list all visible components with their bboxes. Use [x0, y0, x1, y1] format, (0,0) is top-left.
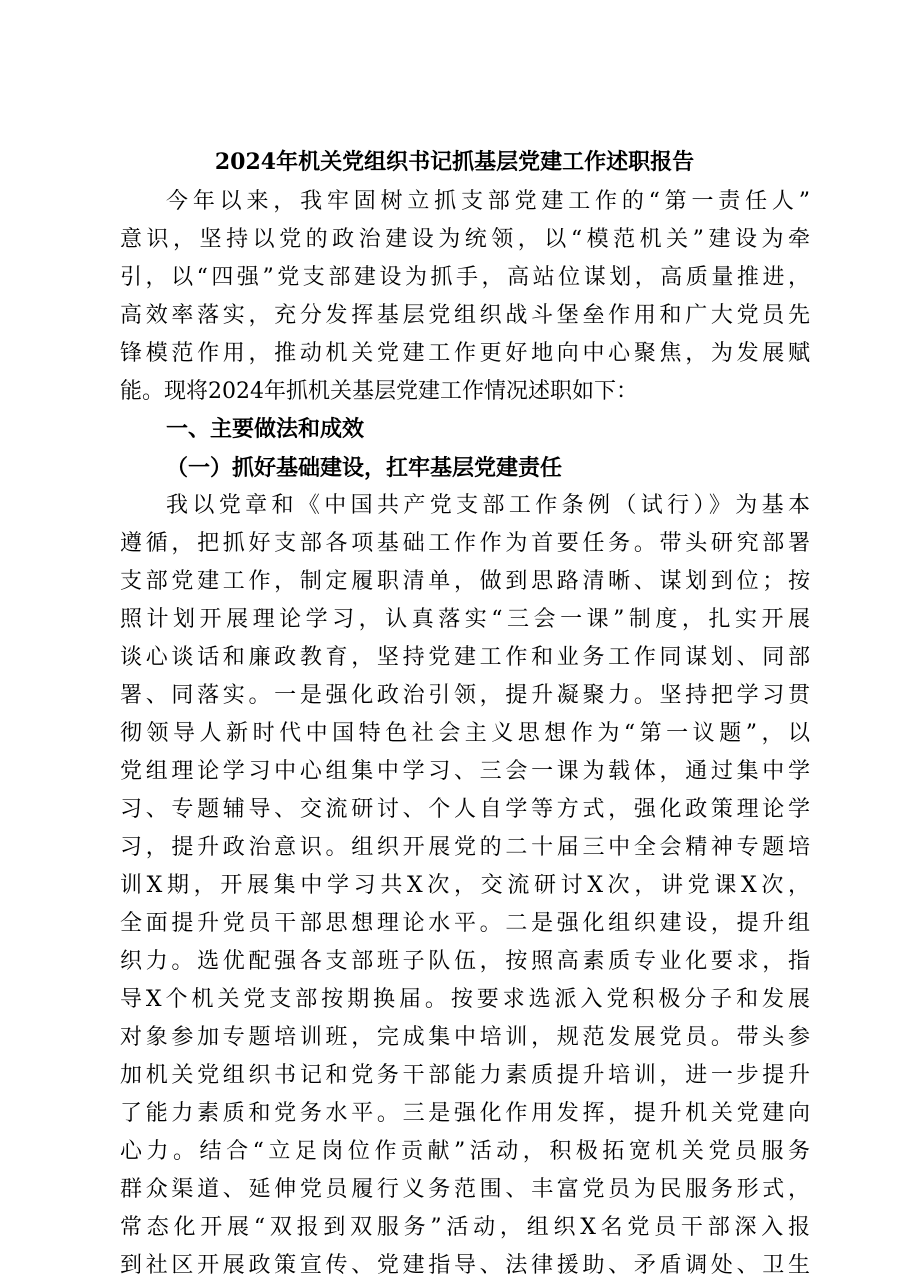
- body-line: 导X个机关党支部按期换届。按要求选派入党积极分子和发展: [120, 987, 810, 1012]
- body-line: 遵循，把抓好支部各项基础工作作为首要任务。带头研究部署: [120, 531, 810, 556]
- intro-line: 能。现将2024年抓机关基层党建工作情况述职如下：: [120, 379, 638, 404]
- body-line: 训X期，开展集中学习共X次，交流研讨X次，讲党课X次，: [120, 873, 810, 898]
- body-line: 习，提升政治意识。组织开展党的二十届三中全会精神专题培: [120, 835, 810, 860]
- body-line: 加机关党组织书记和党务干部能力素质提升培训，进一步提升: [120, 1063, 810, 1088]
- body-line: 了能力素质和党务水平。三是强化作用发挥，提升机关党建向: [120, 1101, 810, 1126]
- body-line: 习、专题辅导、交流研讨、个人自学等方式，强化政策理论学: [120, 797, 810, 822]
- body-line: 彻领导人新时代中国特色社会主义思想作为“第一议题”，以: [120, 721, 810, 746]
- document-title: 2024年机关党组织书记抓基层党建工作述职报告: [214, 149, 695, 175]
- body-line: 全面提升党员干部思想理论水平。二是强化组织建设，提升组: [120, 911, 810, 936]
- intro-line: 锋模范作用，推动机关党建工作更好地向中心聚焦，为发展赋: [120, 341, 810, 366]
- body-line: 支部党建工作，制定履职清单，做到思路清晰、谋划到位；按: [120, 569, 810, 594]
- body-line: 常态化开展“双报到双服务”活动，组织X名党员干部深入报: [120, 1215, 810, 1240]
- body-line: 到社区开展政策宣传、党建指导、法律援助、矛盾调处、卫生: [120, 1253, 810, 1278]
- body-line: 心力。结合“立足岗位作贡献”活动，积极拓宽机关党员服务: [120, 1139, 810, 1164]
- body-line: 照计划开展理论学习，认真落实“三会一课”制度，扎实开展: [120, 607, 810, 632]
- body-line: 织力。选优配强各支部班子队伍，按照高素质专业化要求，指: [120, 949, 810, 974]
- body-line: 群众渠道、延伸党员履行义务范围、丰富党员为民服务形式，: [120, 1177, 810, 1202]
- body-line: 党组理论学习中心组集中学习、三会一课为载体，通过集中学: [120, 759, 810, 784]
- intro-line: 高效率落实，充分发挥基层党组织战斗堡垒作用和广大党员先: [120, 303, 810, 328]
- subsection-heading: （一）抓好基础建设，扛牢基层党建责任: [166, 455, 563, 481]
- intro-line: 今年以来，我牢固树立抓支部党建工作的“第一责任人”: [166, 189, 810, 214]
- section-heading: 一、主要做法和成效: [166, 417, 365, 442]
- body-line: 对象参加专题培训班，完成集中培训，规范发展党员。带头参: [120, 1025, 810, 1050]
- body-line: 我以党章和《中国共产党支部工作条例（试行）》为基本: [166, 493, 810, 518]
- intro-line: 意识，坚持以党的政治建设为统领，以“模范机关”建设为牵: [120, 227, 810, 252]
- body-line: 谈心谈话和廉政教育，坚持党建工作和业务工作同谋划、同部: [120, 645, 810, 670]
- intro-line: 引，以“四强”党支部建设为抓手，高站位谋划，高质量推进，: [120, 265, 810, 290]
- body-line: 署、同落实。一是强化政治引领，提升凝聚力。坚持把学习贯: [120, 683, 810, 708]
